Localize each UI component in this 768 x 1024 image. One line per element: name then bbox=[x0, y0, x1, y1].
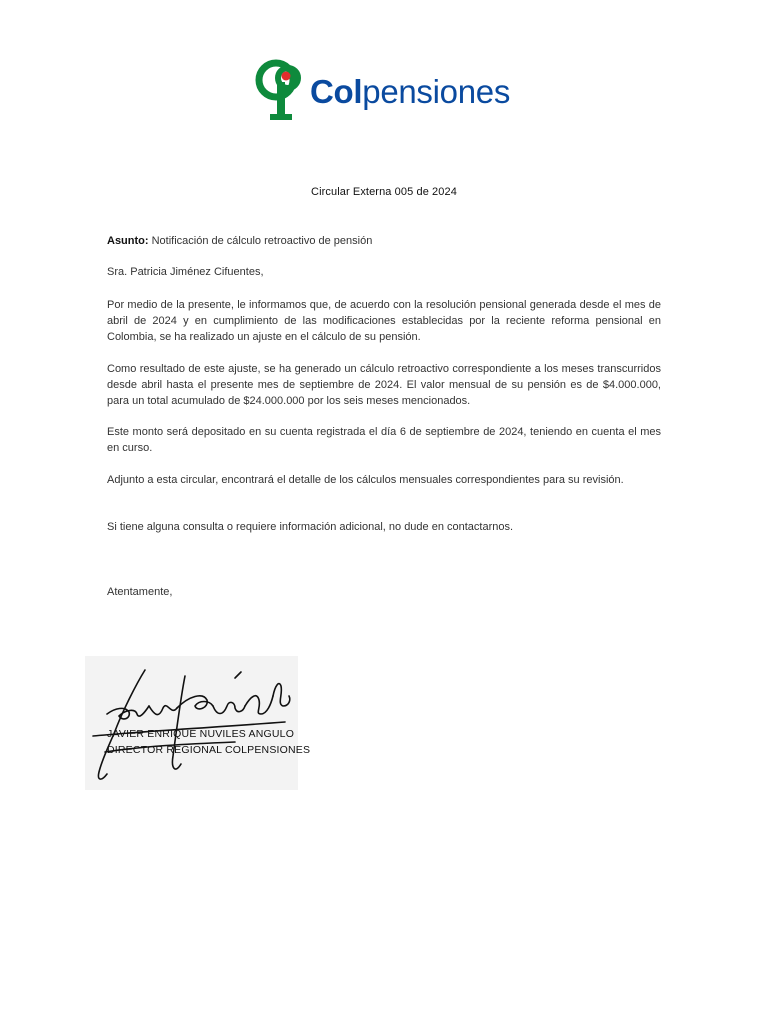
logo-wordmark bbox=[310, 72, 510, 112]
closing: Atentamente, bbox=[107, 586, 173, 598]
greeting: Sra. Patricia Jiménez Cifuentes, bbox=[107, 266, 264, 278]
handwritten-signature bbox=[85, 656, 298, 790]
signatory-role: DIRECTOR REGIONAL COLPENSIONES bbox=[107, 744, 311, 756]
logo-wordmark-regular: pensiones bbox=[362, 73, 511, 110]
subject-label: Asunto: bbox=[107, 235, 149, 247]
signatory-name: JAVIER ENRIQUE NUVILES ANGULO bbox=[107, 728, 295, 740]
logo-wordmark-bold: Col bbox=[310, 73, 363, 110]
subject-line bbox=[107, 233, 661, 249]
colpensiones-logo bbox=[252, 58, 542, 124]
paragraph-5: Si tiene alguna consulta o requiere información adicional, no dude en contactarnos. bbox=[107, 521, 514, 533]
paragraph-4: Adjunto a esta circular, encontrará el detalle de los cálculos mensuales correspondientes para su revisión. bbox=[107, 474, 624, 486]
paragraph-1: Por medio de la presente, le informamos que, de acuerdo con la resolución pensional generada desde el mes de abril de 2024 y en cumplimiento de las modificaciones establecidas por la reciente reforma pensional en Colombia, se ha realizado un ajuste en el cálculo de su pensión. bbox=[107, 299, 661, 343]
colpensiones-logo-icon bbox=[252, 58, 312, 124]
signature-image bbox=[85, 656, 298, 790]
subject-text: Notificación de cálculo retroactivo de pensión bbox=[148, 235, 373, 247]
paragraph-3: Este monto será depositado en su cuenta registrada el día 6 de septiembre de 2024, teniendo en cuenta el mes en curso. bbox=[107, 426, 661, 454]
paragraph-2: Como resultado de este ajuste, se ha generado un cálculo retroactivo correspondiente a los meses transcurridos desde abril hasta el presente mes de septiembre de 2024. El valor mensual de su pensión es de $4.000.000, para un total acumulado de $24.000.000 por los seis meses mencionados. bbox=[107, 363, 661, 407]
document-title: Circular Externa 005 de 2024 bbox=[311, 186, 457, 198]
